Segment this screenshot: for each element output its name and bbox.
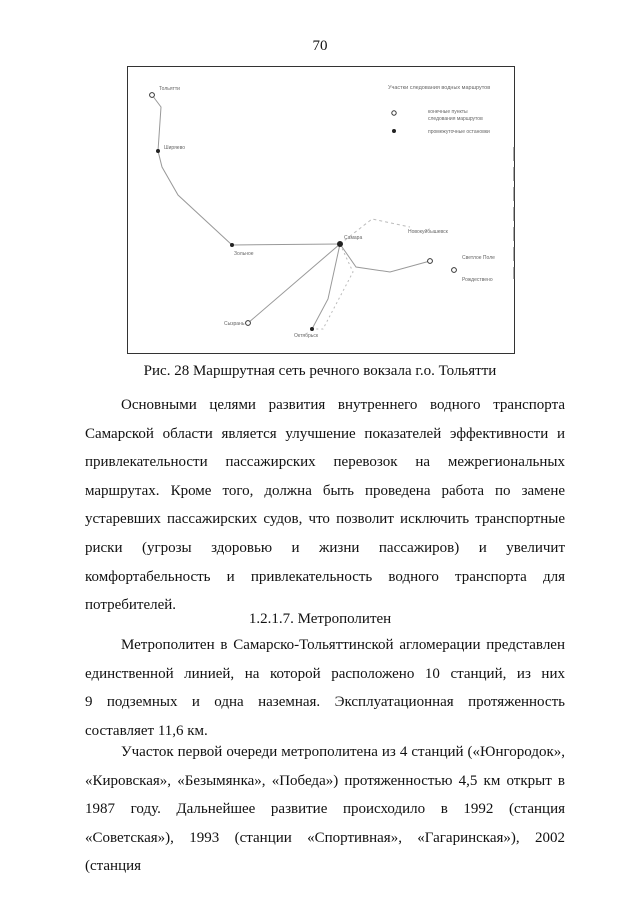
text-line: Участок первой очереди метрополитена из 4 станций («Юнгородок», bbox=[121, 744, 565, 760]
route-line-south-west bbox=[248, 244, 340, 323]
place-label-togliatti: Тольятти bbox=[159, 86, 180, 92]
intermediate-stop bbox=[310, 327, 314, 331]
route-line-west bbox=[232, 244, 340, 245]
legend-item-stop: промежуточные остановки bbox=[428, 129, 490, 135]
text-line: Самарской области является улучшение показателей эффективности и bbox=[85, 425, 565, 442]
terminal-point bbox=[428, 259, 433, 264]
place-label: Новокуйбышевск bbox=[408, 229, 448, 235]
text-line: Основными целями развития внутреннего водного транспорта bbox=[121, 397, 565, 413]
legend-terminal-symbol bbox=[392, 111, 396, 115]
legend-title: Участки следования водных маршрутов bbox=[388, 85, 491, 91]
place-label: Ширяево bbox=[164, 145, 185, 151]
intermediate-stop bbox=[230, 243, 234, 247]
section-heading: 1.2.1.7. Метрополитен bbox=[248, 611, 392, 627]
terminal-point bbox=[150, 93, 155, 98]
place-label: Светлое Поле bbox=[462, 255, 495, 261]
place-label: Сызрань bbox=[224, 321, 245, 327]
text-line: «Кировская», «Безымянка», «Победа») протяженностью 4,5 км открыт в bbox=[85, 772, 565, 789]
place-label: Самара bbox=[344, 235, 363, 241]
route-line-south bbox=[312, 244, 340, 329]
body-paragraph-3 bbox=[85, 738, 565, 881]
body-paragraph-2 bbox=[85, 631, 565, 745]
body-paragraph-1 bbox=[85, 391, 565, 620]
intermediate-stop bbox=[156, 149, 160, 153]
route-map-figure bbox=[127, 66, 515, 354]
text-line: 1987 году. Дальнейшее развитие происходило в 1992 (станция bbox=[85, 801, 565, 818]
place-label: Зольное bbox=[234, 251, 254, 257]
text-line: потребителей. bbox=[85, 597, 177, 614]
place-label: Рождествено bbox=[462, 277, 493, 283]
page-number: 70 bbox=[312, 38, 328, 54]
text-line: комфортабельность и привлекательность водного транспорта для bbox=[85, 568, 565, 585]
route-map bbox=[128, 67, 516, 355]
legend-item-terminal: конечные пункты bbox=[428, 109, 468, 115]
text-line: «Советская»), 1993 (станции «Спортивная», «Гагаринская»), 2002 (станция bbox=[85, 829, 565, 875]
text-line: единственной линией, на которой расположено 10 станций, из них bbox=[85, 665, 565, 682]
hub-stop bbox=[337, 241, 343, 247]
text-line: Метрополитен в Самарско-Тольяттинской агломерации представлен bbox=[121, 637, 565, 653]
text-line: маршрутах. Кроме того, должна быть проведена работа по замене bbox=[85, 482, 565, 499]
text-line: 9 подземных и одна наземная. Эксплуатационная протяженность bbox=[85, 694, 565, 711]
text-line: составляет 11,6 км. bbox=[85, 722, 208, 739]
text-line: риски (угрозы здоровью и жизни пассажиров) и увеличит bbox=[85, 539, 565, 556]
legend-stop-symbol bbox=[392, 129, 396, 133]
text-line: устаревших пассажирских судов, что позволит исключить транспортные bbox=[85, 511, 565, 528]
terminal-point bbox=[452, 268, 457, 273]
route-line-loop bbox=[312, 244, 353, 329]
terminal-point bbox=[246, 321, 251, 326]
route-line-east bbox=[340, 244, 430, 272]
figure-caption: Рис. 28 Маршрутная сеть речного вокзала г.о. Тольятти bbox=[143, 363, 497, 379]
route-line-north bbox=[152, 95, 232, 245]
place-label: Октябрьск bbox=[294, 333, 319, 339]
text-line: привлекательности пассажирских перевозок на межрегиональных bbox=[85, 454, 565, 471]
legend-item-terminal-2: следования маршрутов bbox=[428, 116, 483, 122]
